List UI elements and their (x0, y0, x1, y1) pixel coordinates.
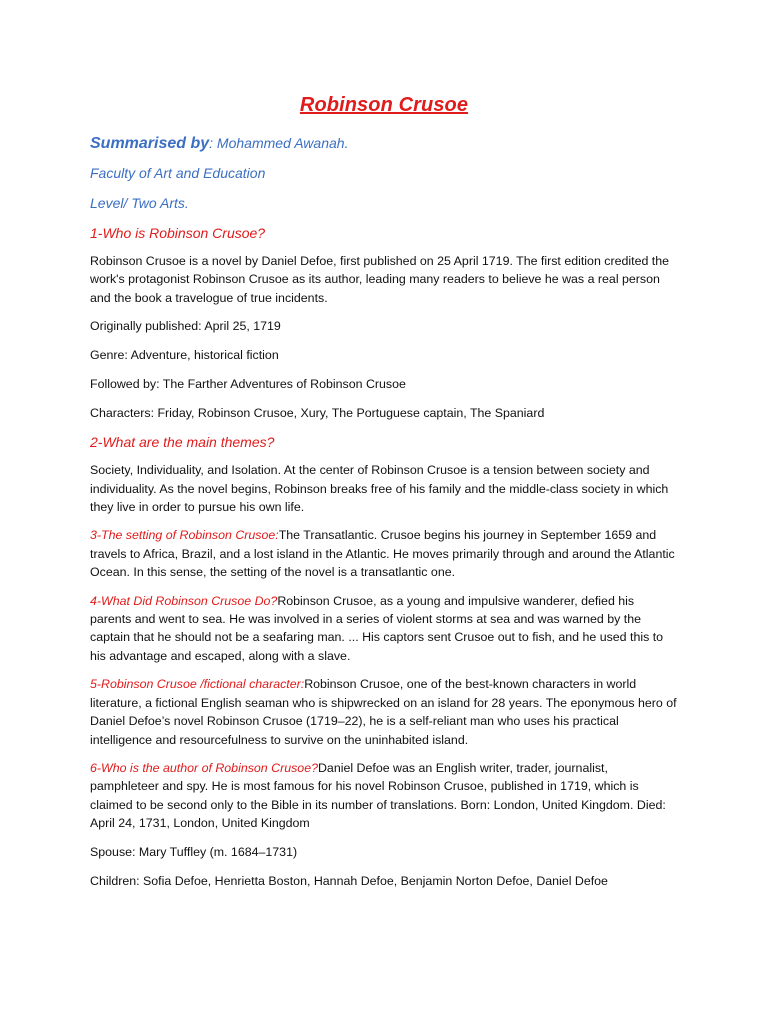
section-3-heading: 3-The setting of Robinson Crusoe: (90, 528, 279, 543)
published-line: Originally published: April 25, 1719 (90, 319, 281, 334)
section-1-heading: 1-Who is Robinson Crusoe? (90, 225, 266, 241)
section-3-paragraph: The Transatlantic. Crusoe begins his journey in September 1659 and travels to Africa, Brazil, and a lost island in the Atlantic. He moves primarily through and around the Atlantic Ocean. In this sense, the setting of the novel is a transatlantic one. (90, 528, 675, 580)
summarised-by-author: : Mohammed Awanah. (209, 135, 349, 151)
section-6-heading: 6-Who is the author of Robinson Crusoe? (90, 760, 318, 775)
section-5-paragraph: Robinson Crusoe, one of the best-known characters in world literature, a fictional English seaman who is shipwrecked on an island for 28 years. The eponymous hero of Daniel Defoe’s novel Robinson Crusoe (1719–22), he is a self-reliant man who uses his practical intelligence and resourcefulness to survive on the uninhabited island. (90, 677, 677, 747)
section-5 (90, 675, 678, 749)
title-block (90, 0, 678, 134)
level-line: Level/ Two Arts. (90, 195, 189, 211)
characters-line: Characters: Friday, Robinson Crusoe, Xury, The Portuguese captain, The Spaniard (90, 406, 545, 421)
followed-by-line: Followed by: The Farther Adventures of Robinson Crusoe (90, 377, 406, 392)
genre-line: Genre: Adventure, historical fiction (90, 348, 279, 363)
faculty-line: Faculty of Art and Education (90, 165, 266, 181)
section-1-paragraph: Robinson Crusoe is a novel by Daniel Defoe, first published on 25 April 1719. The first edition credited the work's protagonist Robinson Crusoe as its author, leading many readers to believe he was a real person and the book a travelogue of true incidents. (90, 254, 670, 305)
section-2-paragraph: Society, Individuality, and Isolation. At the center of Robinson Crusoe is a tension between society and individuality. As the novel begins, Robinson breaks free of his family and the middle-class society in which they live in order to pursue his own life. (90, 463, 669, 515)
document-title: Robinson Crusoe (299, 94, 469, 116)
section-3 (90, 526, 678, 581)
section-6 (90, 759, 678, 833)
summarised-by-line (90, 134, 678, 164)
section-5-heading: 5-Robinson Crusoe /fictional character: (90, 677, 305, 692)
section-4 (90, 592, 678, 666)
spouse-line: Spouse: Mary Tuffley (m. 1684–1731) (90, 844, 298, 859)
section-4-paragraph: Robinson Crusoe, as a young and impulsive wanderer, defied his parents and went to sea. He was involved in a series of violent storms at sea and was warned by the captain that he should not be a seafaring man. ... His captors sent Crusoe out to fish, and he used this to his advantage and escaped, along with a slave. (90, 593, 664, 663)
section-4-heading: 4-What Did Robinson Crusoe Do? (90, 593, 278, 608)
summarised-by-label: Summarised by (90, 135, 210, 152)
section-2-heading: 2-What are the main themes? (90, 434, 275, 451)
section-6-paragraph: Daniel Defoe was an English writer, trader, journalist, pamphleteer and spy. He is most famous for his novel Robinson Crusoe, published in 1719, which is claimed to be second only to the Bible in its number of translations. Born: London, United Kingdom. Died: April 24, 1731, London, United Kingdom (90, 760, 666, 831)
children-line: Children: Sofia Defoe, Henrietta Boston, Hannah Defoe, Benjamin Norton Defoe, Daniel Defoe (90, 873, 608, 888)
